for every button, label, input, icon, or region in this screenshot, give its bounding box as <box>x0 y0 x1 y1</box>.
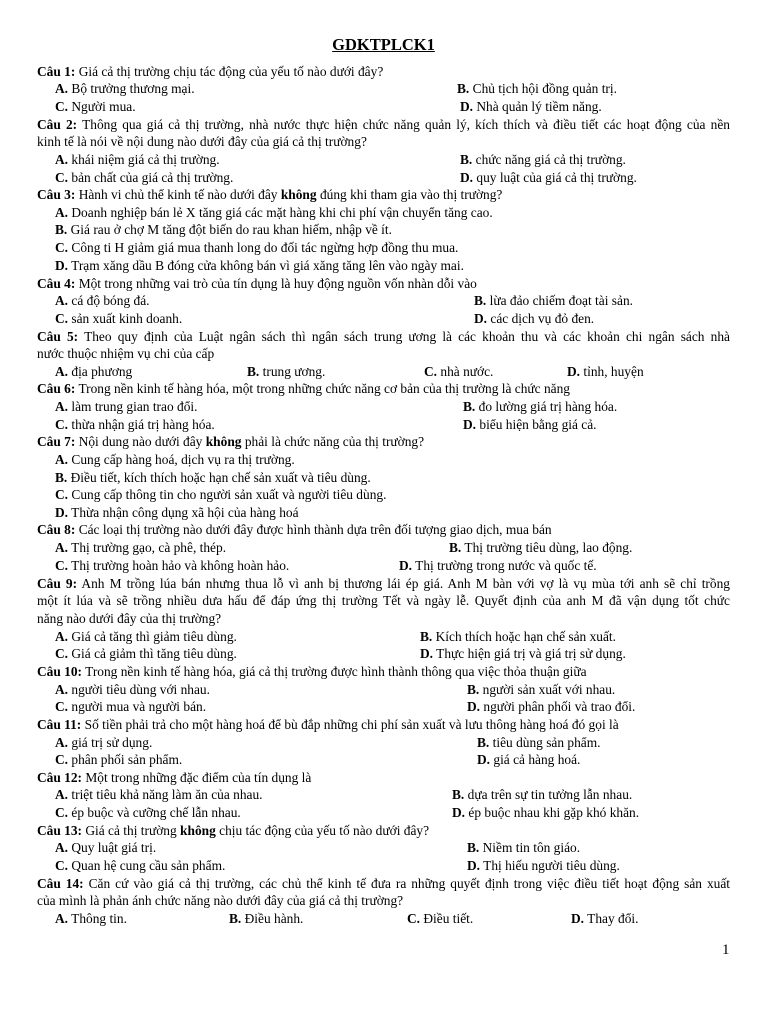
option-a: A. làm trung gian trao đổi. <box>55 399 198 414</box>
option-row <box>37 169 730 186</box>
option-c: C. Cung cấp thông tin cho người sản xuất và người tiêu dùng. <box>55 487 387 502</box>
option-row <box>37 539 730 556</box>
option-c: C. nhà nước. <box>424 364 494 379</box>
option-d: D. Thừa nhận công dụng xã hội của hàng hoá <box>55 505 299 520</box>
question-text-continued: của mình là phản ánh chức năng nào dưới đây của giá cả thị trường? <box>37 893 404 908</box>
option-c: C. bản chất của giá cả thị trường. <box>55 170 234 185</box>
option-b: B. Kích thích hoặc hạn chế sản xuất. <box>420 629 616 644</box>
option-row <box>37 751 730 768</box>
option-a: A. cá độ bóng đá. <box>55 293 150 308</box>
option-a: A. Doanh nghiệp bán lẻ X tăng giá các mặt hàng khi chi phí vận chuyển tăng cao. <box>55 205 493 220</box>
option-d: D. các dịch vụ đỏ đen. <box>474 311 595 326</box>
option-row <box>37 557 730 574</box>
option-row <box>37 839 730 856</box>
option-a: A. giá trị sử dụng. <box>55 735 153 750</box>
option-d: D. Trạm xăng dầu B đóng cửa không bán vì giá xăng tăng lên vào ngày mai. <box>55 258 464 273</box>
question-text-continued: nước thuộc nhiệm vụ chi của cấp <box>37 346 215 361</box>
question-8: Câu 8: Các loại thị trường nào dưới đây được hình thành dựa trên đối tượng giao dịch, mua bán <box>37 522 552 537</box>
question-2: Câu 2: Thông qua giá cả thị trường, nhà nước thực hiện chức năng quản lý, kích thích và điều tiết các hoạt động của nền <box>37 117 730 132</box>
option-row <box>37 363 730 380</box>
option-row <box>37 734 730 751</box>
option-c: C. Người mua. <box>55 99 136 114</box>
option-b: B. Điều hành. <box>229 911 304 926</box>
option-d: D. quy luật của giá cả thị trường. <box>460 170 637 185</box>
option-row <box>37 786 730 803</box>
option-a: A. khái niệm giá cả thị trường. <box>55 152 220 167</box>
option-a: A. địa phương <box>55 364 133 379</box>
document-title: GDKTPLCK1 <box>332 35 435 54</box>
option-a: A. người tiêu dùng với nhau. <box>55 682 210 697</box>
option-d: D. biểu hiện bằng giá cả. <box>463 417 597 432</box>
question-4: Câu 4: Một trong những vai trò của tín dụng là huy động nguồn vốn nhàn dỗi vào <box>37 276 477 291</box>
option-c: C. Quan hệ cung cầu sản phẩm. <box>55 858 226 873</box>
option-c: C. phân phối sản phẩm. <box>55 752 183 767</box>
question-text-continued: kinh tế là nói về nội dung nào dưới đây của giá cả thị trường? <box>37 134 367 149</box>
option-row <box>37 398 730 415</box>
question-text-continued: một ít lúa và sẽ trồng nhiều dưa hấu để đáp ứng thị trường Tết và ngày lễ. Quyết định của anh M đã vận dụng tốt chức <box>37 593 730 608</box>
option-d: D. giá cả hàng hoá. <box>477 752 581 767</box>
option-a: A. Quy luật giá trị. <box>55 840 157 855</box>
option-b: B. đo lường giá trị hàng hóa. <box>463 399 618 414</box>
option-a: A. triệt tiêu khả năng làm ăn của nhau. <box>55 787 263 802</box>
question-3: Câu 3: Hành vi chủ thể kinh tế nào dưới đây không đúng khi tham gia vào thị trường? <box>37 187 503 202</box>
question-9: Câu 9: Anh M trồng lúa bán nhưng thua lỗ vì anh bị thương lái ép giá. Anh M bàn với vợ là vụ mùa tới anh sẽ chỉ trồng <box>37 576 730 591</box>
option-row <box>37 857 730 874</box>
question-number: Câu 5: <box>37 329 79 344</box>
question-13: Câu 13: Giá cả thị trường không chịu tác động của yếu tố nào dưới đây? <box>37 823 430 838</box>
option-row <box>37 310 730 327</box>
question-number: Câu 10: <box>37 664 83 679</box>
question-7: Câu 7: Nội dung nào dưới đây không phải là chức năng của thị trường? <box>37 434 425 449</box>
option-d: D. người phân phối và trao đổi. <box>467 699 636 714</box>
option-a: A. Bộ trưởng thương mại. <box>55 81 195 96</box>
question-number: Câu 4: <box>37 276 76 291</box>
option-d: D. Thực hiện giá trị và giá trị sử dụng. <box>420 646 626 661</box>
option-b: B. tiêu dùng sản phẩm. <box>477 735 601 750</box>
question-number: Câu 13: <box>37 823 83 838</box>
option-b: B. Điều tiết, kích thích hoặc hạn chế sản xuất và tiêu dùng. <box>55 470 371 485</box>
question-11: Câu 11: Số tiền phải trả cho một hàng hoá để bù đắp những chi phí sản xuất và lưu thông hàng hoá đó gọi là <box>37 717 619 732</box>
question-12: Câu 12: Một trong những đặc điểm của tín dụng là <box>37 770 312 785</box>
option-a: A. Thông tin. <box>55 911 127 926</box>
question-number: Câu 11: <box>37 717 82 732</box>
option-d: D. Nhà quản lý tiềm năng. <box>460 99 602 114</box>
option-c: C. người mua và người bán. <box>55 699 207 714</box>
question-number: Câu 9: <box>37 576 78 591</box>
option-b: B. Niềm tin tôn giáo. <box>467 840 581 855</box>
option-b: B. Chủ tịch hội đồng quản trị. <box>457 81 617 96</box>
option-a: A. Thị trường gạo, cà phê, thép. <box>55 540 227 555</box>
question-text-continued: năng nào dưới đây của thị trường? <box>37 611 222 626</box>
question-number: Câu 1: <box>37 64 76 79</box>
option-d: D. ép buộc nhau khi gặp khó khăn. <box>452 805 640 820</box>
option-row <box>37 804 730 821</box>
question-5: Câu 5: Theo quy định của Luật ngân sách thì ngân sách trung ương là các khoản thu và các khoản chi ngân sách nhà <box>37 329 730 344</box>
option-b: B. Giá rau ở chợ M tăng đột biến do rau khan hiếm, nhập về ít. <box>55 222 392 237</box>
question-number: Câu 3: <box>37 187 76 202</box>
option-d: D. Thị hiếu người tiêu dùng. <box>467 858 620 873</box>
question-number: Câu 12: <box>37 770 83 785</box>
option-b: B. chức năng giá cả thị trường. <box>460 152 626 167</box>
option-c: C. Giá cả giảm thì tăng tiêu dùng. <box>55 646 237 661</box>
option-d: D. Thị trường trong nước và quốc tế. <box>399 558 597 573</box>
option-b: B. lừa đảo chiếm đoạt tài sản. <box>474 293 633 308</box>
option-c: C. sản xuất kinh doanh. <box>55 311 183 326</box>
option-row <box>37 80 730 97</box>
question-10: Câu 10: Trong nền kinh tế hàng hóa, giá cả thị trường được hình thành thông qua việc thỏa thuận giữa <box>37 664 587 679</box>
option-row <box>37 628 730 645</box>
question-6: Câu 6: Trong nền kinh tế hàng hóa, một trong những chức năng cơ bản của thị trường là chức năng <box>37 381 570 396</box>
option-row <box>37 416 730 433</box>
question-number: Câu 8: <box>37 522 76 537</box>
option-row <box>37 681 730 698</box>
option-row <box>37 98 730 115</box>
question-number: Câu 6: <box>37 381 76 396</box>
option-c: C. Công ti H giảm giá mua thanh long do đối tác ngừng hợp đồng thu mua. <box>55 240 459 255</box>
question-number: Câu 7: <box>37 434 76 449</box>
option-c: C. Thị trường hoàn hảo và không hoàn hảo. <box>55 558 290 573</box>
option-row <box>37 292 730 309</box>
option-c: C. Điều tiết. <box>407 911 474 926</box>
option-a: A. Cung cấp hàng hoá, dịch vụ ra thị trường. <box>55 452 295 467</box>
question-1 <box>37 63 730 80</box>
question-text: Giá cả thị trường chịu tác động của yếu tố nào dưới đây? <box>78 64 384 79</box>
option-b: B. Thị trường tiêu dùng, lao động. <box>449 540 633 555</box>
option-b: B. trung ương. <box>247 364 326 379</box>
page-number: 1 <box>722 942 730 958</box>
option-row <box>37 645 730 662</box>
option-b: B. dựa trên sự tin tưởng lẫn nhau. <box>452 787 633 802</box>
question-number: Câu 14: <box>37 876 84 891</box>
question-number: Câu 2: <box>37 117 78 132</box>
option-c: C. ép buộc và cưỡng chế lẫn nhau. <box>55 805 241 820</box>
option-a: A. Giá cả tăng thì giảm tiêu dùng. <box>55 629 237 644</box>
option-row <box>37 151 730 168</box>
option-d: D. Thay đổi. <box>571 911 639 926</box>
option-b: B. người sản xuất với nhau. <box>467 682 616 697</box>
option-row <box>37 698 730 715</box>
option-d: D. tỉnh, huyện <box>567 364 644 379</box>
option-c: C. thừa nhận giá trị hàng hóa. <box>55 417 215 432</box>
question-14: Câu 14: Căn cứ vào giá cả thị trường, các chủ thể kinh tế đưa ra những quyết định trong việc điều tiết hoạt động sản xuất <box>37 876 730 891</box>
option-row <box>37 910 730 927</box>
